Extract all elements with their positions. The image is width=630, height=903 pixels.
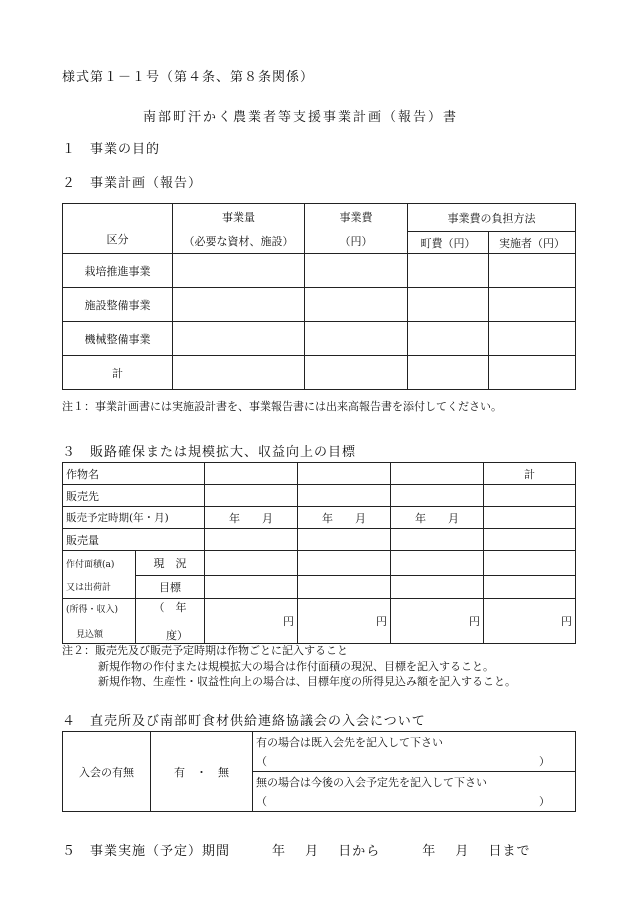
input-cell[interactable] <box>408 254 489 288</box>
label-current: 現 況 <box>136 551 205 576</box>
input-cell[interactable] <box>205 551 298 576</box>
header-volume: 事業量 （必要な資材、施設） <box>173 204 305 254</box>
input-cell[interactable] <box>484 507 576 529</box>
yen-cell[interactable]: 円 <box>391 599 484 644</box>
no-instruction: 無の場合は今後の入会予定先を記入して下さい <box>253 772 576 792</box>
table-row <box>63 288 576 322</box>
label-area-1: 作付面積(a) <box>63 551 136 576</box>
row-label: 機械整備事業 <box>63 322 173 356</box>
label-period: 販売予定時期(年・月) <box>63 507 205 529</box>
label-crop: 作物名 <box>63 463 205 485</box>
label-total: 計 <box>484 463 576 485</box>
input-cell[interactable] <box>173 288 305 322</box>
row-label: 計 <box>63 356 173 390</box>
row-label: 施設整備事業 <box>63 288 173 322</box>
section-4-heading: ４ 直売所及び南部町食材供給連絡協議会の入会について <box>62 714 426 729</box>
no-entry[interactable]: （ ） <box>253 792 576 812</box>
section-3-heading: ３ 販路確保または規模拡大、収益向上の目標 <box>62 445 357 460</box>
header-burden: 事業費の負担方法 <box>408 204 576 232</box>
yen-cell[interactable]: 円 <box>205 599 298 644</box>
input-cell[interactable] <box>484 551 576 576</box>
input-cell[interactable] <box>205 463 298 485</box>
sales-target-table <box>62 462 576 644</box>
note-2-line-3: 新規作物、生産性・収益性向上の場合は、目標年度の所得見込み額を記入すること。 <box>98 675 516 688</box>
row-label: 栽培推進事業 <box>63 254 173 288</box>
input-cell[interactable] <box>298 463 391 485</box>
input-cell[interactable] <box>489 288 576 322</box>
year-month-cell[interactable]: 年 月 <box>298 507 391 529</box>
header-kubun: 区分 <box>63 204 173 254</box>
input-cell[interactable] <box>408 356 489 390</box>
label-area-2: 又は出荷計 <box>63 576 136 599</box>
input-cell[interactable] <box>489 254 576 288</box>
year-month-cell[interactable]: 年 月 <box>205 507 298 529</box>
input-cell[interactable] <box>173 254 305 288</box>
input-cell[interactable] <box>391 485 484 507</box>
section-5-heading: ５ 事業実施（予定）期間 年 月 日から 年 月 日まで <box>62 844 531 859</box>
input-cell[interactable] <box>298 576 391 599</box>
input-cell[interactable] <box>298 485 391 507</box>
table-row <box>63 254 576 288</box>
input-cell[interactable] <box>173 322 305 356</box>
yen-cell[interactable]: 円 <box>484 599 576 644</box>
input-cell[interactable] <box>408 288 489 322</box>
section-2-heading: ２ 事業計画（報告） <box>62 176 203 191</box>
label-destination: 販売先 <box>63 485 205 507</box>
page-title: 南部町汗かく農業者等支援事業計画（報告）書 <box>143 110 459 125</box>
input-cell[interactable] <box>205 485 298 507</box>
label-year: （ 年 度） <box>136 599 205 644</box>
label-quantity: 販売量 <box>63 529 205 551</box>
note-1: 注１：事業計画書には実施設計書を、事業報告書には出来高報告書を添付してください。 <box>62 400 502 413</box>
label-income: (所得・収入) 見込額 <box>63 599 136 644</box>
yen-cell[interactable]: 円 <box>298 599 391 644</box>
membership-table <box>62 731 576 812</box>
input-cell[interactable] <box>484 576 576 599</box>
form-number: 様式第１－１号（第４条、第８条関係） <box>62 70 315 85</box>
input-cell[interactable] <box>408 322 489 356</box>
input-cell[interactable] <box>205 529 298 551</box>
input-cell[interactable] <box>298 529 391 551</box>
input-cell[interactable] <box>489 356 576 390</box>
input-cell[interactable] <box>298 551 391 576</box>
yes-entry[interactable]: （ ） <box>253 752 576 772</box>
input-cell[interactable] <box>489 322 576 356</box>
input-cell[interactable] <box>205 576 298 599</box>
input-cell[interactable] <box>391 551 484 576</box>
note-2-line-2: 新規作物の作付または規模拡大の場合は作付面積の現況、目標を記入すること。 <box>98 660 494 673</box>
input-cell[interactable] <box>391 576 484 599</box>
project-plan-table <box>62 203 576 390</box>
input-cell[interactable] <box>305 254 408 288</box>
header-town-cost: 町費（円） <box>408 232 489 254</box>
year-month-cell[interactable]: 年 月 <box>391 507 484 529</box>
input-cell[interactable] <box>305 288 408 322</box>
header-implementer-cost: 実施者（円） <box>489 232 576 254</box>
input-cell[interactable] <box>305 322 408 356</box>
input-cell[interactable] <box>173 356 305 390</box>
header-cost: 事業費 （円） <box>305 204 408 254</box>
label-membership: 入会の有無 <box>63 732 151 812</box>
note-2-line-1: 注２：販売先及び販売予定時期は作物ごとに記入すること <box>62 644 348 657</box>
section-1-heading: １ 事業の目的 <box>62 142 161 157</box>
membership-choice[interactable]: 有 ・ 無 <box>151 732 253 812</box>
input-cell[interactable] <box>484 529 576 551</box>
label-target: 目標 <box>136 576 205 599</box>
table-row <box>63 356 576 390</box>
input-cell[interactable] <box>484 485 576 507</box>
table-row <box>63 322 576 356</box>
input-cell[interactable] <box>391 529 484 551</box>
input-cell[interactable] <box>391 463 484 485</box>
input-cell[interactable] <box>305 356 408 390</box>
yes-instruction: 有の場合は既入会先を記入して下さい <box>253 732 576 752</box>
